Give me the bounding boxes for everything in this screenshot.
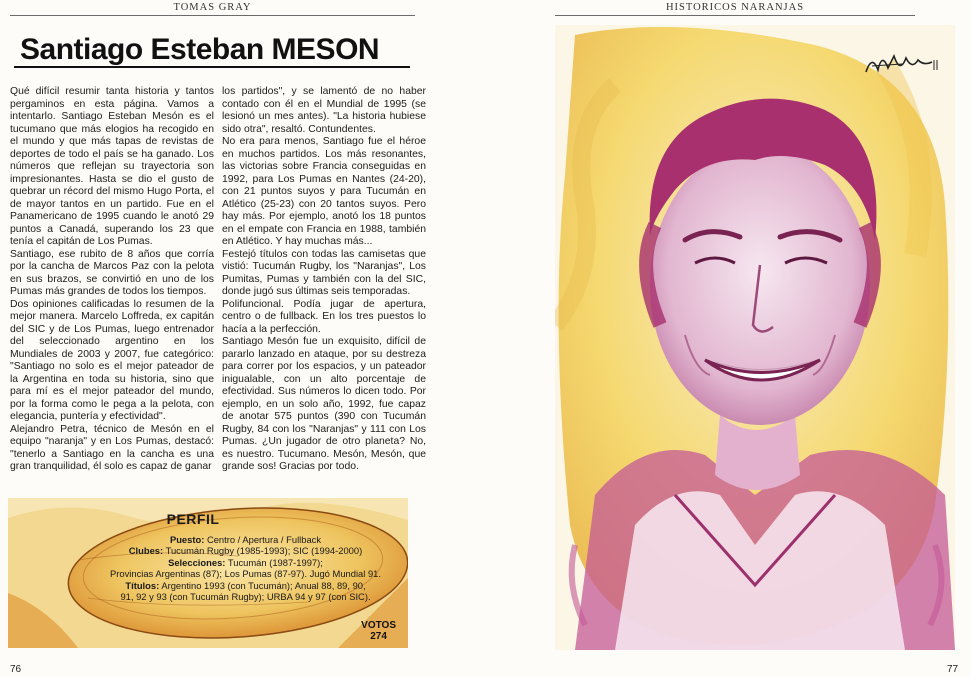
profile-selecciones-cont: Provincias Argentinas (87); Los Pumas (87-97). Jugó Mundial 91.: [110, 568, 381, 580]
portrait-drawing: [555, 25, 955, 650]
profile-clubes: [93, 545, 398, 556]
paragraph: Santiago Mesón fue un exquisito, difícil de pararlo lanzado en ataque, por su destreza para correr por los espacios, y un pateador inigualable, con un alto porcentaje de efectividad. Sus números lo dicen todo. Por ejemplo, en un solo año, 1992, fue capaz de anotar 575 puntos (390 con Tucumán Rugby, 84 con los "Naranjas" y 111 con Los Pumas. ¿Un jugador de otro planeta? No, es nuestro. Tucumano. Mesón, Mesón, que grande sos! Gracias por todo.: [222, 336, 426, 472]
running-head-right: HISTORICOS NARANJAS: [665, 2, 805, 13]
article-column-1: [10, 86, 214, 481]
titulos-label: Títulos:: [125, 579, 160, 591]
header-rule-left: [10, 15, 415, 16]
votes-value: 274: [370, 631, 387, 642]
paragraph: Polifuncional. Podía jugar de apertura, centro o de fullback. En los tres puestos lo hacía a la perfección.: [222, 298, 426, 335]
votes-label: VOTOS: [361, 620, 396, 631]
article-title: Santiago Esteban MESON: [20, 33, 380, 66]
title-underline: [14, 66, 410, 68]
paragraph: Qué difícil resumir tanta historia y tantos pergaminos en esta página. Vamos a intentarlo. Santiago Esteban Mesón es el tucumano que más elogios ha recogido en el mundo y que más tapas de revistas de deportes de todo el país se ha ganado. Los números que reflejan su trayectoria son impresionantes. Hasta se dio el gusto de quebrar un récord del mismo Hugo Porta, el de mayor tantos en un partido. Fue en el Panamericano de 1995 cuando le anotó 29 puntos a Canadá, superando los 23 que tenía el capitán de Los Pumas.: [10, 86, 214, 247]
titulos-value: Argentino 1993 (con Tucumán); Anual 88, 89, 90,: [161, 579, 366, 591]
puesto-value: Centro / Apertura / Fullback: [206, 534, 322, 545]
profile-puesto: [93, 534, 398, 545]
header-rule-right: [555, 15, 915, 16]
profile-titulos: [93, 580, 398, 591]
paragraph: Festejó títulos con todas las camisetas que vistió: Tucumán Rugby, los "Naranjas", Los Pumitas, Pumas y también con la del SIC, donde jugó sus últimas seis temporadas.: [222, 248, 426, 297]
profile-heading: PERFIL: [166, 511, 220, 527]
page-number-left: 76: [10, 664, 22, 675]
profile-box: [8, 498, 408, 648]
votes-badge: [361, 620, 396, 642]
portrait-illustration: [555, 25, 955, 650]
page-number-right: 77: [947, 664, 959, 675]
paragraph: No era para menos, Santiago fue el héroe en muchos partidos. Los más resonantes, las victorias sobre Francia conseguidas en 1992, para Los Pumas en Nantes (24-20), con 21 puntos suyos y para Tucumán en Atlético (25-23) con 20 tantos suyos. Pero hay más. Por ejemplo, anotó los 18 puntos en el empate con Francia en 1988, también en Atlético. Y hay muchas más...: [222, 136, 426, 247]
clubes-label: Clubes:: [128, 545, 164, 557]
profile-titulos-cont: 91, 92 y 93 (con Tucumán Rugby); URBA 94 y 97 (con SIC).: [120, 591, 371, 603]
running-head-left: TOMAS GRAY: [173, 2, 252, 13]
article-column-2: [222, 86, 426, 481]
paragraph: Dos opiniones calificadas lo resumen de la mejor manera. Marcelo Loffreda, ex capitán del SIC y de Los Pumas, luego entrenador del seleccionado argentino en los Mundiales de 2003 y 2007, fue categórico: "Santiago no solo es el mejor pateador de la Argentina en toda su historia, sino que para mí es el mejor pateador del mundo, por la forma como le pega a la pelota, con elegancia, puntería y efectividad".: [10, 298, 214, 422]
profile-details: [93, 534, 398, 602]
paragraph: Alejandro Petra, técnico de Mesón en el equipo "naranja" y en Los Pumas, destacó: "tenerlo a Santiago en la cancha es una gran tranquilidad, él solo es capaz de ganar: [10, 423, 214, 472]
clubes-value: Tucumán Rugby (1985-1993); SIC (1994-2000): [165, 545, 363, 557]
selecciones-value: Tucumán (1987-1997);: [227, 556, 323, 568]
selecciones-label: Selecciones:: [168, 556, 226, 568]
paragraph: los partidos", y se lamentó de no haber contado con él en el Mundial de 1995 (se lesionó un mes antes). "La historia hubiese sido otra", resaltó. Contundentes.: [222, 86, 426, 135]
puesto-label: Puesto:: [169, 534, 205, 545]
paragraph: Santiago, ese rubito de 8 años que corría por la cancha de Marcos Paz con la pelota en sus brazos, se convirtió en uno de los Pumas más grandes de todos los tiempos.: [10, 248, 214, 297]
profile-selecciones: [93, 557, 398, 568]
artist-signature: [862, 48, 942, 80]
